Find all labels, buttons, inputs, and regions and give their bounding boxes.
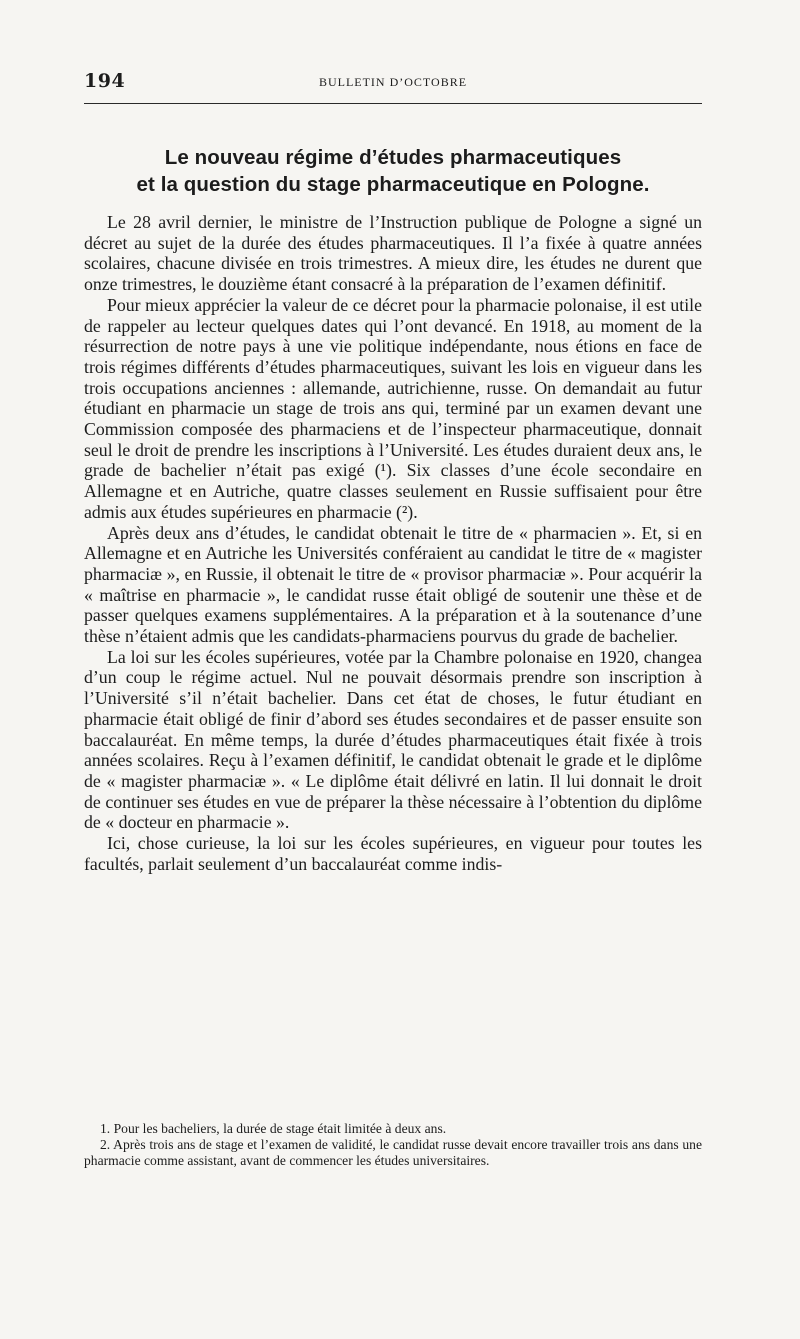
article-body xyxy=(84,212,702,875)
book-page xyxy=(84,0,702,1339)
running-head: BULLETIN D’OCTOBRE xyxy=(318,75,468,89)
paragraph: Pour mieux apprécier la valeur de ce décret pour la pharmacie polonaise, il est utile de rappeler au lecteur quelques dates qui l’ont devancé. En 1918, au moment de la résurrection de notre pays à une vie politique indépendante, nous étions en face de trois régimes différents d’études pharmaceutiques, suivant les lois en vigueur dans les trois occupations anciennes : allemande, autrichienne, russe. On demandait au futur étudiant en pharmacie un stage de trois ans qui, terminé par un examen devant une Commission composée des pharmaciens et de l’inspecteur pharmaceutique, donnait seul le droit de prendre les inscriptions à l’Université. Les études duraient deux ans, le grade de bachelier n’était pas exigé (¹). Six classes d’une école secondaire en Allemagne et en Autriche, quatre classes seulement en Russie suffisaient pour être admis aux études supérieures en pharmacie (²). xyxy=(84,294,702,522)
paragraph: La loi sur les écoles supérieures, votée par la Chambre polonaise en 1920, changea d’un coup le régime actuel. Nul ne pouvait désormais prendre son inscription à l’Université s’il n’était bachelier. Dans cet état de choses, le futur étudiant en pharmacie était obligé de finir d’abord ses études secondaires et de passer ensuite son baccalauréat. En même temps, la durée d’études pharmaceutiques était fixée à trois années scolaires. Reçu à l’examen définitif, le candidat obtenait le grade et le diplôme de « magister pharmaciæ ». « Le diplôme était délivré en latin. Il lui donnait le droit de continuer ses études en vue de préparer la thèse nécessaire à l’obtention du diplôme de « docteur en pharmacie ». xyxy=(84,646,702,833)
footnote: 2. Après trois ans de stage et l’examen de validité, le candidat russe devait encore travailler trois ans dans une pharmacie comme assistant, avant de commencer les études universitaires. xyxy=(84,1137,702,1168)
article-title-line-2: et la question du stage pharmaceutique en Pologne. xyxy=(136,173,650,196)
header-rule xyxy=(84,103,702,104)
article-title xyxy=(84,144,702,198)
page-number: 194 xyxy=(84,70,126,92)
page-header xyxy=(84,70,702,94)
footnote: 1. Pour les bacheliers, la durée de stage était limitée à deux ans. xyxy=(100,1121,447,1136)
paragraph: Après deux ans d’études, le candidat obtenait le titre de « pharmacien ». Et, si en Allemagne et en Autriche les Universités conféraient au candidat le titre de « magister pharmaciæ », en Russie, il obtenait le titre de « provisor pharmaciæ ». Pour acquérir la « maîtrise en pharmacie », le candidat russe était obligé de soutenir une thèse et de passer quelques examens supplémentaires. A la préparation et à la soutenance d’une thèse n’étaient admis que les candidats-pharmaciens pourvus du grade de bachelier. xyxy=(84,522,702,647)
article-title-line-1: Le nouveau régime d’études pharmaceutiques xyxy=(164,146,622,169)
paragraph: Ici, chose curieuse, la loi sur les écoles supérieures, en vigueur pour toutes les facultés, parlait seulement d’un baccalauréat comme indis- xyxy=(84,833,702,874)
paragraph: Le 28 avril dernier, le ministre de l’Instruction publique de Pologne a signé un décret au sujet de la durée des études pharmaceutiques. Il l’a fixée à quatre années scolaires, chacune divisée en trois trimestres. A mieux dire, les études ne durent que onze trimestres, le douzième étant consacré à la préparation de l’examen définitif. xyxy=(84,212,702,295)
footnotes xyxy=(84,1121,702,1169)
